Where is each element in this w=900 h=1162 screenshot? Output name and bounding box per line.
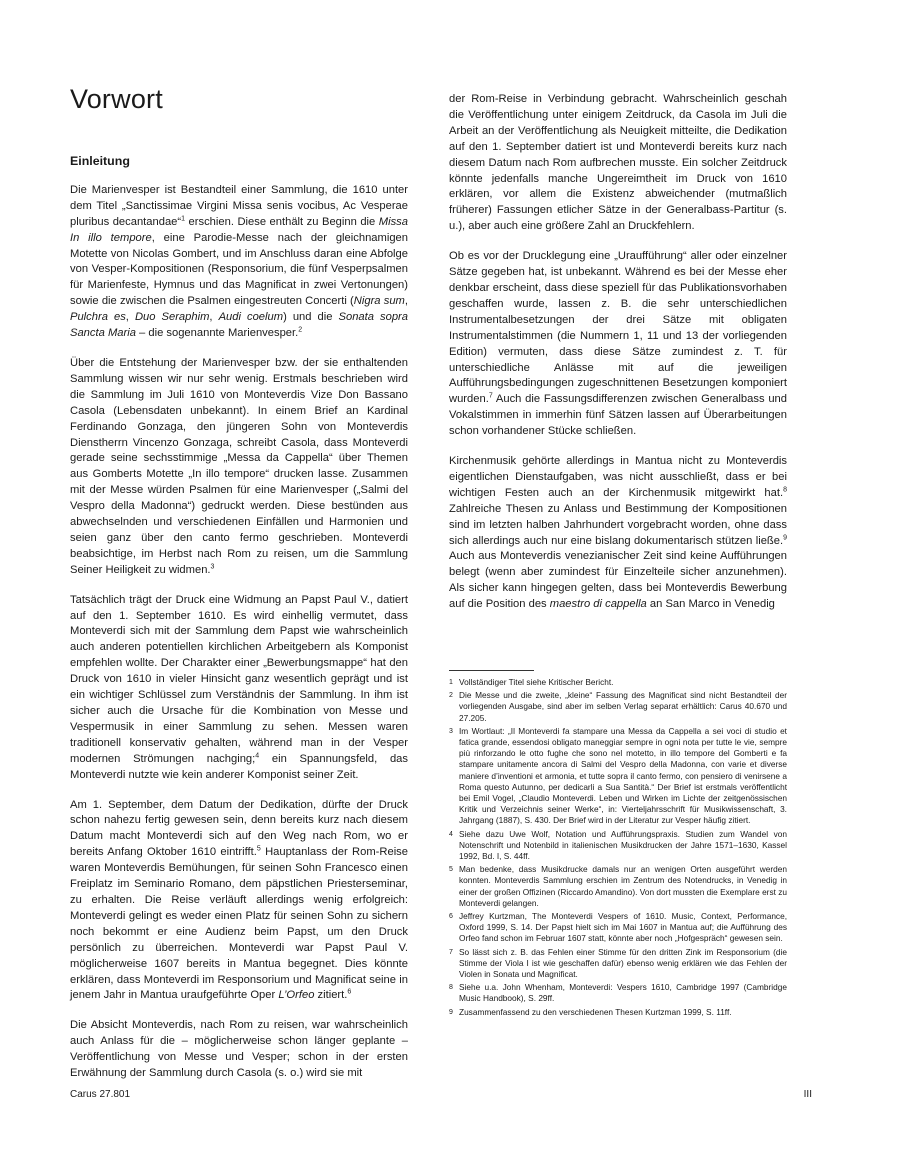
footnote-ref: 3 xyxy=(210,563,215,571)
footnote-ref: 1 xyxy=(181,214,186,222)
footnote-text: Im Wortlaut: „Il Monteverdi fa stampare una Messa da Cappella a sei voci di studio et fatica grande, essendosi obligato maneggiar sempre in ogni nota per tutte le vie, sempre più rinforzando le otto fughe che sono nel motetto, in illo tempore del Gomberti e fa stampare unitamente ancora di Salmi del Vespro della Madonna, con varie et diverse maniere d’inventioni et armonia, et tutte sopra il canto fermo, con pensiero di venirsene a Roma questo Autunno, per dedicarli a Sua Santità.“ Der Brief ist erstmals veröffentlicht bei Emil Vogel, „Claudio Monteverdi. Leben und Wirken im Lichte der zeitgenössischen Kritik und Verzeichnis seiner Werke“, in: Vierteljahrsschrift für Musikwissenschaft, 3. Jahrgang (1887), S. 430. Der Brief wird in der Literatur zur Vesper häufig zitiert. xyxy=(459,725,787,826)
text-run: Ob es vor der Drucklegung eine „Uraufführung“ aller oder einzelner Sätze gegeben hat, ist unbekannt. Während es bei der Messe eher denkbar erscheint, dass diese speziell für das Publikationsvorhaben geschaffen wurde, lassen z. B. die sehr unterschiedlichen Instrumentalbesetzungen der drei Sätze mit obligaten Instrumentalstimmen (die Nummern 1, 11 und 13 der vorliegenden Edition) vermuten, dass diese Sätze zumindest z. T. für unterschiedliche Anlässe mit auf die jeweiligen Aufführungsbedingungen zugeschnittenen Besetzungen komponiert wurden. xyxy=(449,250,787,406)
footnote-ref: 9 xyxy=(783,533,787,541)
italic-title: Sonata sopra Sancta Maria xyxy=(70,311,408,340)
footnote-ref: 4 xyxy=(255,751,260,759)
text-run: Zahlreiche Thesen zu Anlass und Bestimmung der Kompositionen sind im letzten halben Jahrhundert vorgebracht worden, ohne dass sich allerdings auch nur eine bislang dokumentarisch stützen ließe. xyxy=(449,502,787,547)
text-run: , xyxy=(404,295,408,308)
text-run: erschien. Diese enthält zu Beginn die xyxy=(185,215,379,228)
text-run: Tatsächlich trägt der Druck eine Widmung an Papst Paul V., datiert auf den 1. September 1610. Es wird einhellig vermutet, dass Monteverdi sich mit der Sammlung dem Papst wie wahrscheinlich auch anderen potentiellen kirchlichen Arbeitgebern als Komponist empfehlen wollte. Der Charakter einer „Bewerbungsmappe“ hat den Druck von 1610 in vieler Hinsicht ganz wesentlich geprägt und ist ein wichtiger Schlüssel zum Verständnis der Sammlung. In ihm ist sicher auch die Ursache für die Kombination von Messe und Vespermusik in einer Sammlung zu sehen. Messen waren traditionell konservativ gehalten, während man in der Vesper modernen Strömungen nachging; xyxy=(70,593,408,765)
section-heading: Einleitung xyxy=(70,154,130,168)
text-run: Kirchenmusik gehörte allerdings in Mantua nicht zu Monteverdis eigentlichen Dienstaufgaben, was nicht ausschließt, dass er bei wichtigen Festen auch an der Kirchenmusik mitgewirkt hat. xyxy=(449,455,787,499)
footnote xyxy=(449,1007,787,1018)
footnote-text: Vollständiger Titel siehe Kritischer Bericht. xyxy=(459,677,614,687)
text-run: Die Absicht Monteverdis, nach Rom zu reisen, war wahrscheinlich auch Anlass für die – möglicherweise schon länger geplante – Veröffentlichung von Messe und Vesper; schon in der ersten Erwähnung der Sammlung durch Casola (s. o.) wird sie mit xyxy=(70,1019,408,1080)
footnote-text: Man bedenke, dass Musikdrucke damals nur an wenigen Orten ausgeführt werden konnten. Monteverdis Sammlung erschien im Zentrum des Notendrucks, in Venedig in einer der großen Offizinen (Riccardo Amandino). Von dort mussten die Exemplare erst zu Monteverdi gelangen. xyxy=(459,864,787,908)
text-run: Auch aus Monteverdis venezianischer Zeit sind keine Aufführungen belegt (wenn aber zumindest für Einzelteile sicher anzunehmen). Als sicher kann hingegen gelten, dass bei Monteverdis Bewerbung auf die Position des xyxy=(449,550,787,611)
left-column xyxy=(70,154,408,1082)
footnote-number: 8 xyxy=(449,984,453,992)
footnote-number: 5 xyxy=(449,866,453,874)
footnote xyxy=(449,982,787,1004)
footnote-number: 2 xyxy=(449,692,453,700)
italic-title: maestro di cappella xyxy=(549,598,647,611)
text-run: Am 1. September, dem Datum der Dedikation, dürfte der Druck schon nahezu fertig gewesen sein, denn bereits kurz nach diesem Datum macht Monteverdi sich auf den Weg nach Rom, wo er bereits Anfang Oktober 1610 eintrifft. xyxy=(70,798,408,859)
footnote-number: 9 xyxy=(449,1008,453,1016)
footnote xyxy=(449,911,787,945)
paragraph-3 xyxy=(70,593,408,784)
italic-title: Missa In illo tempore xyxy=(70,215,408,244)
italic-title: Pulchra es xyxy=(70,311,126,324)
footnote-number: 1 xyxy=(449,679,453,686)
text-run: ein Spannungsfeld, das Monteverdi nutzte wie kein anderer Komponist seiner Zeit. xyxy=(70,752,408,781)
page-number: III xyxy=(803,1089,812,1100)
italic-title: L’Orfeo xyxy=(278,989,315,1002)
paragraph-7 xyxy=(449,454,787,613)
footnote xyxy=(449,690,787,724)
text-run: Über die Entstehung der Marienvesper bzw. der sie enthaltenden Sammlung wissen wir nur sehr wenig. Erstmals beschrieben wird die Sammlung im Juli 1610 von Monteverdis Vize Don Bassano Casola (Lebensdaten unbekannt). In einem Brief an Kardinal Ferdinando Gonzaga, den jüngeren Sohn von Monteverdis Dienstherrn Vincenzo Gonzaga, schreibt Casola, dass Monteverdi gerade seine sechsstimmige „Messa da Cappella“ über Themen aus Gomberts Motette „In illo tempore“ drucken lasse. Zusammen mit der Messe würden Psalmen für eine Marienvesper („Salmi del Vespro della Madonna“) gedruckt werden. Diese bestünden aus abwechselnden und verschiedenen Einfällen und Harmonien und seien ganz über den canto fermo geschrieben. Monteverdi beabsichtige, im Herbst nach Rom zu reisen, um die Sammlung Seiner Heiligkeit zu widmen. xyxy=(70,356,408,576)
paragraph-4 xyxy=(70,798,408,1005)
page-title: Vorwort xyxy=(70,84,163,114)
paragraph-5-continued xyxy=(449,92,787,235)
footnote-ref: 5 xyxy=(256,845,261,853)
paragraph-1 xyxy=(70,183,408,342)
text-run: – die sogenannte Marienvesper. xyxy=(135,327,299,340)
footnote-text: Jeffrey Kurtzman, The Monteverdi Vespers of 1610. Music, Context, Performance, Oxford 1999, S. 14. Der Papst hielt sich im Mai 1607 in Mantua auf; die Aufführung des Orfeo fand schon im Februar 1607 statt, könnte aber noch „Hofgespräch“ gewesen sein. xyxy=(459,911,787,944)
text-run: , xyxy=(125,311,135,324)
footnote-number: 3 xyxy=(449,727,453,735)
italic-title: Nigra sum xyxy=(353,295,405,308)
footnote-number: 7 xyxy=(449,948,453,956)
footnote-text: Siehe u.a. John Whenham, Monteverdi: Vespers 1610, Cambridge 1997 (Cambridge Music Handbook), S. 29ff. xyxy=(459,982,787,1004)
italic-title: Audi coelum xyxy=(218,311,284,324)
text-run: , eine Parodie-Messe nach der gleichnamigen Motette von Nicolas Gombert, und im Anschluss daran eine Abfolge von Vesper-Kompositionen (Responsorium, die fünf Vesperpsalmen für Marienfeste, Hymnus und das Magnificat in zwei Vertonungen) sowie die zwischen die Psalmen eingestreuten Concerti ( xyxy=(70,231,408,308)
footnote-number: 6 xyxy=(449,913,453,921)
footnote-ref: 7 xyxy=(488,392,493,400)
right-column xyxy=(449,92,787,613)
footnote-ref: 8 xyxy=(783,486,787,494)
footnote-number: 4 xyxy=(449,830,453,838)
text-run: Auch die Fassungsdifferenzen zwischen Generalbass und Vokalstimmen in immerhin fünf Sätzen lassen auf Überarbeitungen schon vorhandener Stücke schließen. xyxy=(449,393,787,438)
footnote-ref: 6 xyxy=(347,988,352,996)
paragraph-5 xyxy=(70,1018,408,1082)
footnote-text: Siehe dazu Uwe Wolf, Notation und Aufführungspraxis. Studien zum Wandel von Notenschrift und Notenbild in italienischen Musikdrucken der Jahre 1571–1630, Kassel 1992, Bd. I, S. 44ff. xyxy=(459,828,787,862)
footnotes-section xyxy=(449,670,787,1020)
footnote-text: Zusammenfassend zu den verschiedenen Thesen Kurtzman 1999, S. 11ff. xyxy=(459,1006,732,1017)
footnote-text: Die Messe und die zweite, „kleine“ Fassung des Magnificat sind nicht Bestandteil der vorliegenden Ausgabe, sind aber im selben Verlag separat erhältlich: Carus 40.670 und 27.205. xyxy=(459,690,787,723)
text-run: Die Marienvesper ist Bestandteil einer Sammlung, die 1610 unter dem Titel „Sanctissimae Virgini Missa senis vocibus, Ac Vesperae pluribus decantandae“ xyxy=(70,183,408,228)
paragraph-2 xyxy=(70,356,408,579)
footnote xyxy=(449,864,787,909)
footnote-ref: 2 xyxy=(298,326,303,334)
footnote-text: So lässt sich z. B. das Fehlen einer Stimme für den dritten Zink im Responsorium (die Stimme der Viola I ist wie geschaffen dafür) ebenso wenig erklären wie das Fehlen der Violen in Sonata und Magnificat. xyxy=(459,946,787,980)
text-run: an San Marco in Venedig xyxy=(646,598,775,611)
footnote-divider xyxy=(449,670,534,671)
footnote xyxy=(449,726,787,827)
footnote xyxy=(449,829,787,863)
text-run: der Rom-Reise in Verbindung gebracht. Wahrscheinlich geschah die Veröffentlichung unter einigem Zeitdruck, da Casola im Juli die Arbeit an der Veröffentlichung als Neuigkeit mitteilte, die Dedikation auf den 1. September datiert ist und Monteverdi bereits kurz nach diesem Datum nach Rom aufbrechen musste. Ein solcher Zeitdruck könnte jedenfalls manche Ungereimtheit im Druck von 1610 erklären, vor allem die Existenz abweichender (mutmaßlich früherer) Fassungen etlicher Sätze in der Generalbass-Partitur (s. u.), aber auch eine größere Zahl an Druckfehlern. xyxy=(449,93,787,233)
italic-title: Duo Seraphim xyxy=(134,311,210,324)
footnote xyxy=(449,947,787,981)
text-run: zitiert. xyxy=(314,989,348,1002)
footer-catalog-number: Carus 27.801 xyxy=(70,1089,131,1100)
text-run: , xyxy=(209,311,219,324)
text-run: ) und die xyxy=(283,311,339,324)
paragraph-6 xyxy=(449,249,787,440)
text-run: Hauptanlass der Rom-Reise waren Monteverdis Bemühungen, für seinen Sohn Francesco einen Freiplatz im Seminario Romano, dem päpstlichen Priesterseminar, zu erhalten. Die Reise verläuft allerdings wenig erfolgreich: Monteverdi gelingt es weder einen Platz für seinen Sohn zu sichern noch bekommt er eine Audienz beim Papst, um den Druck persönlich zu überreichen. Monteverdi war Papst Paul V. möglicherweise 1607 bereits in Mantua begegnet. Dies könnte erklären, dass Monteverdi im Responsorium und Magnificat seine in jenem Jahr in Mantua uraufgeführte Oper xyxy=(70,846,409,1002)
footnote xyxy=(449,677,787,688)
